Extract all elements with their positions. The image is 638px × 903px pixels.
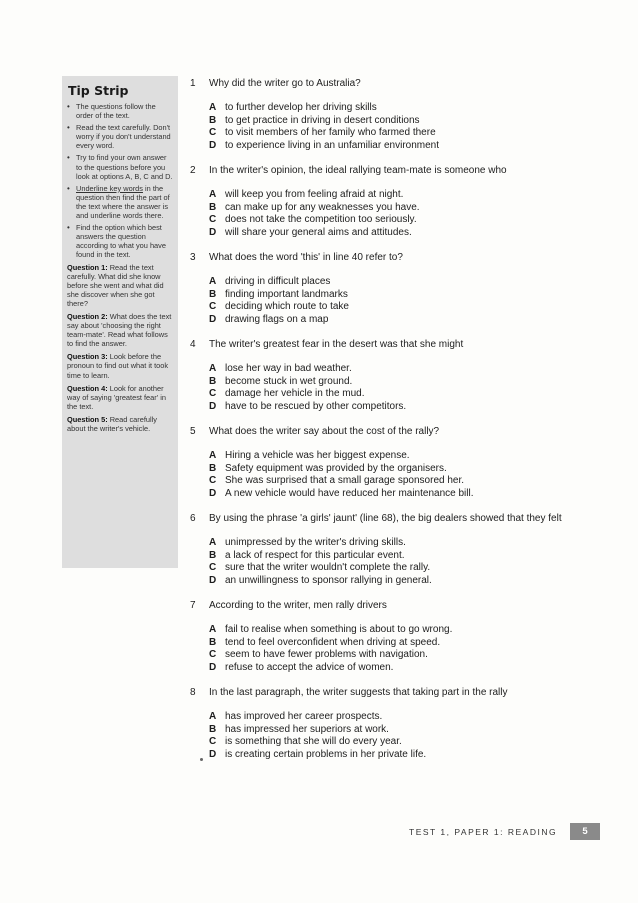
option-text: has improved her career prospects. — [225, 711, 383, 722]
option-letter: C — [209, 736, 217, 747]
option-text: to further develop her driving skills — [225, 102, 377, 113]
option-text: does not take the competition too seriously. — [225, 214, 417, 225]
option-text: finding important landmarks — [225, 288, 348, 300]
question-stem: What does the writer say about the cost of the rally? — [209, 426, 440, 437]
question-tip — [67, 352, 174, 379]
answer-option-a — [209, 363, 352, 374]
option-text: unimpressed by the writer's driving skills. — [225, 537, 406, 548]
underlined-phrase: Underline key words — [76, 183, 143, 193]
question-tip-heading: Question 4: — [67, 383, 108, 393]
option-letter: D — [209, 226, 217, 238]
option-letter: A — [209, 711, 217, 722]
option-text: damage her vehicle in the mud. — [225, 388, 365, 399]
answer-option-a — [209, 450, 410, 461]
option-letter: C — [209, 649, 217, 660]
option-letter: B — [209, 462, 217, 474]
tip-strip-title: Tip Strip — [68, 83, 129, 98]
answer-option-b — [209, 202, 420, 213]
question-stem: According to the writer, men rally drivers — [209, 600, 387, 611]
question-2 — [190, 165, 610, 245]
option-letter: A — [209, 102, 217, 113]
question-tip-heading: Question 1: — [67, 262, 108, 272]
tip-bullet: • The questions follow the order of the text. — [67, 102, 174, 120]
question-tip-body: Look for another way of saying 'greatest fear' in the text. — [67, 383, 166, 411]
option-letter: C — [209, 214, 217, 225]
question-6 — [190, 513, 610, 593]
option-letter: D — [209, 139, 217, 151]
option-letter: C — [209, 301, 217, 312]
question-3 — [190, 252, 610, 332]
tip-strip-bullets — [67, 102, 174, 260]
option-text: has impressed her superiors at work. — [225, 723, 389, 735]
answer-option-b — [209, 724, 389, 735]
option-letter: D — [209, 487, 217, 499]
question-number: 3 — [190, 252, 196, 263]
option-text: to experience living in an unfamiliar environment — [225, 139, 440, 151]
question-stem: By using the phrase 'a girls' jaunt' (line 68), the big dealers showed that they felt — [209, 513, 562, 524]
option-text: to visit members of her family who farmed there — [225, 127, 436, 138]
option-text: an unwillingness to sponsor rallying in general. — [225, 574, 432, 586]
answer-option-d — [209, 140, 439, 151]
option-letter: C — [209, 388, 217, 399]
option-text: drawing flags on a map — [225, 313, 329, 325]
question-number: 2 — [190, 165, 196, 176]
tip-bullet: • Find the option which best answers the question according to what you have found in the text. — [67, 223, 174, 259]
question-stem: In the last paragraph, the writer suggests that taking part in the rally — [209, 687, 508, 698]
answer-option-b — [209, 637, 440, 648]
question-number: 5 — [190, 426, 196, 437]
question-stem: Why did the writer go to Australia? — [209, 78, 361, 89]
option-letter: B — [209, 549, 217, 561]
question-number: 4 — [190, 339, 196, 350]
answer-option-c — [209, 214, 417, 225]
question-number: 8 — [190, 687, 196, 698]
answer-option-b — [209, 463, 447, 474]
option-letter: D — [209, 748, 217, 760]
answer-option-d — [209, 749, 426, 760]
answer-option-a — [209, 624, 452, 635]
option-letter: D — [209, 661, 217, 673]
answer-option-c — [209, 649, 428, 660]
option-letter: B — [209, 201, 217, 213]
question-7 — [190, 600, 610, 680]
option-letter: A — [209, 537, 217, 548]
tip-strip-panel — [62, 76, 178, 568]
question-tip — [67, 415, 174, 433]
answer-option-d — [209, 227, 412, 238]
answer-option-c — [209, 388, 365, 399]
option-letter: A — [209, 276, 217, 287]
question-tip-body: Look before the pronoun to find out what it took time to learn. — [67, 352, 169, 380]
option-text: will keep you from feeling afraid at night. — [225, 189, 404, 200]
question-tip-heading: Question 2: — [67, 311, 108, 321]
answer-option-c — [209, 475, 464, 486]
answer-option-a — [209, 537, 406, 548]
question-stem: The writer's greatest fear in the desert was that she might — [209, 339, 464, 350]
answer-option-c — [209, 301, 349, 312]
option-text: can make up for any weaknesses you have. — [225, 201, 420, 213]
option-text: become stuck in wet ground. — [225, 375, 353, 387]
option-text: seem to have fewer problems with navigation. — [225, 649, 428, 660]
option-letter: D — [209, 574, 217, 586]
option-letter: D — [209, 400, 217, 412]
question-number: 6 — [190, 513, 196, 524]
answer-option-d — [209, 662, 393, 673]
option-text: is creating certain problems in her private life. — [225, 748, 427, 760]
option-letter: C — [209, 475, 217, 486]
question-number: 7 — [190, 600, 196, 611]
question-tip — [67, 263, 174, 308]
tip-bullet: • Read the text carefully. Don't worry if you don't understand every word. — [67, 123, 174, 150]
option-text: have to be rescued by other competitors. — [225, 400, 407, 412]
option-text: will share your general aims and attitudes. — [225, 226, 412, 238]
option-letter: D — [209, 313, 217, 325]
option-letter: B — [209, 375, 217, 387]
option-text: driving in difficult places — [225, 276, 331, 287]
option-letter: B — [209, 723, 217, 735]
question-5 — [190, 426, 610, 506]
question-1 — [190, 78, 610, 158]
question-tip-body: What does the text say about 'choosing the right team-mate'. Read what follows to find the answer. — [67, 311, 172, 349]
question-tip — [67, 384, 174, 411]
question-8 — [190, 687, 610, 767]
option-letter: A — [209, 363, 217, 374]
option-text: She was surprised that a small garage sponsored her. — [225, 475, 465, 486]
answer-option-a — [209, 711, 382, 722]
question-tip — [67, 312, 174, 348]
stray-mark — [200, 758, 203, 761]
answer-option-c — [209, 736, 402, 747]
answer-option-b — [209, 115, 420, 126]
answer-option-d — [209, 401, 406, 412]
footer-label: TEST 1, PAPER 1: READING — [409, 827, 558, 837]
tip-bullet: • Try to find your own answer to the questions before you look at options A, B, C and D. — [67, 153, 174, 180]
option-text: A new vehicle would have reduced her maintenance bill. — [225, 487, 474, 499]
question-number: 1 — [190, 78, 196, 89]
option-letter: A — [209, 450, 217, 461]
option-text: sure that the writer wouldn't complete the rally. — [225, 562, 431, 573]
question-4 — [190, 339, 610, 419]
question-tip-body: Read the text carefully. What did she know before she went and what did she discover when she got there? — [67, 262, 164, 308]
tip-bullet-underline — [67, 184, 174, 220]
option-text: Safety equipment was provided by the organisers. — [225, 462, 447, 474]
question-tip-heading: Question 5: — [67, 414, 108, 424]
answer-option-a — [209, 189, 403, 200]
answer-option-c — [209, 562, 430, 573]
tip-bullet-rest: in the question then find the part of the text where the answer is and underline words there. — [76, 183, 170, 221]
option-letter: C — [209, 562, 217, 573]
answer-option-b — [209, 376, 352, 387]
question-stem: What does the word 'this' in line 40 refer to? — [209, 252, 403, 263]
option-letter: B — [209, 114, 217, 126]
option-text: lose her way in bad weather. — [225, 363, 352, 374]
option-text: to get practice in driving in desert conditions — [225, 114, 420, 126]
option-text: a lack of respect for this particular event. — [225, 549, 405, 561]
option-letter: A — [209, 624, 217, 635]
answer-option-b — [209, 289, 348, 300]
option-letter: B — [209, 288, 217, 300]
page-number-badge: 5 — [570, 823, 600, 840]
answer-option-a — [209, 102, 377, 113]
option-letter: B — [209, 636, 217, 648]
option-letter: C — [209, 127, 217, 138]
option-text: fail to realise when something is about to go wrong. — [225, 624, 453, 635]
question-tip-body: Read carefully about the writer's vehicle. — [67, 414, 157, 433]
answer-option-b — [209, 550, 405, 561]
answer-option-c — [209, 127, 436, 138]
option-text: tend to feel overconfident when driving at speed. — [225, 636, 441, 648]
question-tip-heading: Question 3: — [67, 352, 108, 362]
answer-option-a — [209, 276, 330, 287]
option-text: refuse to accept the advice of women. — [225, 661, 394, 673]
option-letter: A — [209, 189, 217, 200]
answer-option-d — [209, 488, 474, 499]
answer-option-d — [209, 575, 432, 586]
question-stem: In the writer's opinion, the ideal rallying team-mate is someone who — [209, 165, 507, 176]
option-text: Hiring a vehicle was her biggest expense. — [225, 450, 410, 461]
answer-option-d — [209, 314, 328, 325]
option-text: deciding which route to take — [225, 301, 349, 312]
option-text: is something that she will do every year. — [225, 736, 402, 747]
